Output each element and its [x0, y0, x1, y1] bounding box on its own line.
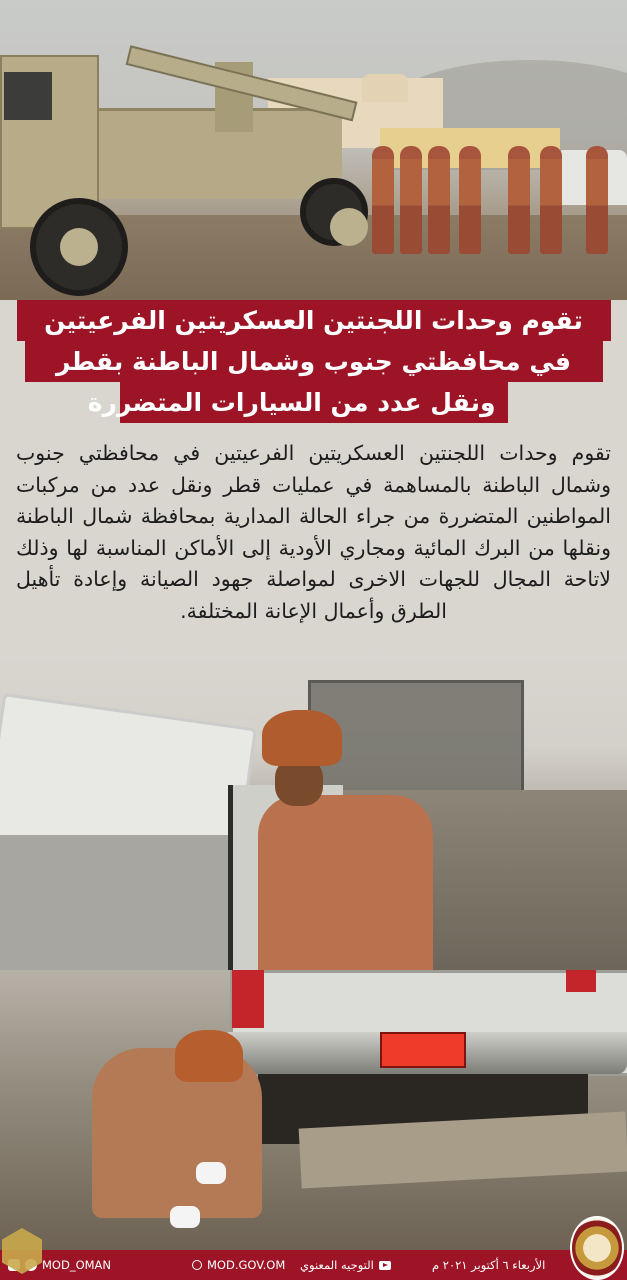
headline-line-1: تقوم وحدات اللجنتين العسكريتين الفرعيتين: [17, 300, 611, 341]
ministry-emblem-icon: [570, 1216, 624, 1280]
footer-department[interactable]: [300, 1250, 391, 1280]
footer-date: [432, 1250, 545, 1280]
truck-window: [4, 72, 52, 120]
photo-soldier-damaged-car: [0, 650, 627, 970]
soldier-turban: [175, 1030, 243, 1082]
soldier: [586, 146, 608, 254]
soldier-turban: [262, 710, 342, 766]
soldier: [428, 146, 450, 254]
license-plate: [380, 1032, 466, 1068]
article-body: تقوم وحدات اللجنتين العسكريتين الفرعيتين في محافظتي جنوب وشمال الباطنة بالمساهمة في عمليات قطر ونقل عدد من مركبات المواطنين المتضررة من جراء الحالة المدارية بمحافظة شمال الباطنة ونقلها من البرك المائية ومجاري الأودية إلى الأماكن المناسبة لها وذلك لاتاحة المجال للجهات الاخرى لمواصلة جهود الصيانة وإعادة تأهيل الطرق وأعمال الإعانة المختلفة.: [16, 441, 611, 623]
white-glove: [170, 1206, 200, 1228]
truck-wheel: [300, 178, 368, 246]
youtube-icon: [379, 1261, 391, 1270]
soldier: [459, 146, 481, 254]
photo-crane-truck-soldiers: [0, 0, 627, 300]
globe-icon: [192, 1260, 202, 1270]
website-text: MOD.GOV.OM: [207, 1258, 286, 1272]
social-handle: MOD_OMAN: [42, 1258, 112, 1272]
building-tower: [362, 74, 408, 102]
soldier: [508, 146, 530, 254]
tail-light: [232, 970, 264, 1028]
department-text: التوجيه المعنوي: [300, 1258, 374, 1272]
date-text: الأربعاء ٦ أكتوبر ٢٠٢١ م: [432, 1258, 546, 1272]
footer-bar: [0, 1250, 627, 1280]
soldier: [540, 146, 562, 254]
white-glove: [196, 1162, 226, 1184]
soldier: [372, 146, 394, 254]
footer-website[interactable]: [192, 1250, 285, 1280]
headline-line-2: في محافظتي جنوب وشمال الباطنة بقطر: [25, 341, 603, 382]
soldier: [400, 146, 422, 254]
tail-light: [566, 970, 596, 992]
truck-wheel: [30, 198, 128, 296]
headline-line-3: ونقل عدد من السيارات المتضررة: [120, 382, 508, 423]
headline-box: [0, 300, 627, 423]
soldier-body: [258, 795, 433, 970]
photo-soldier-under-pickup: [0, 970, 627, 1250]
